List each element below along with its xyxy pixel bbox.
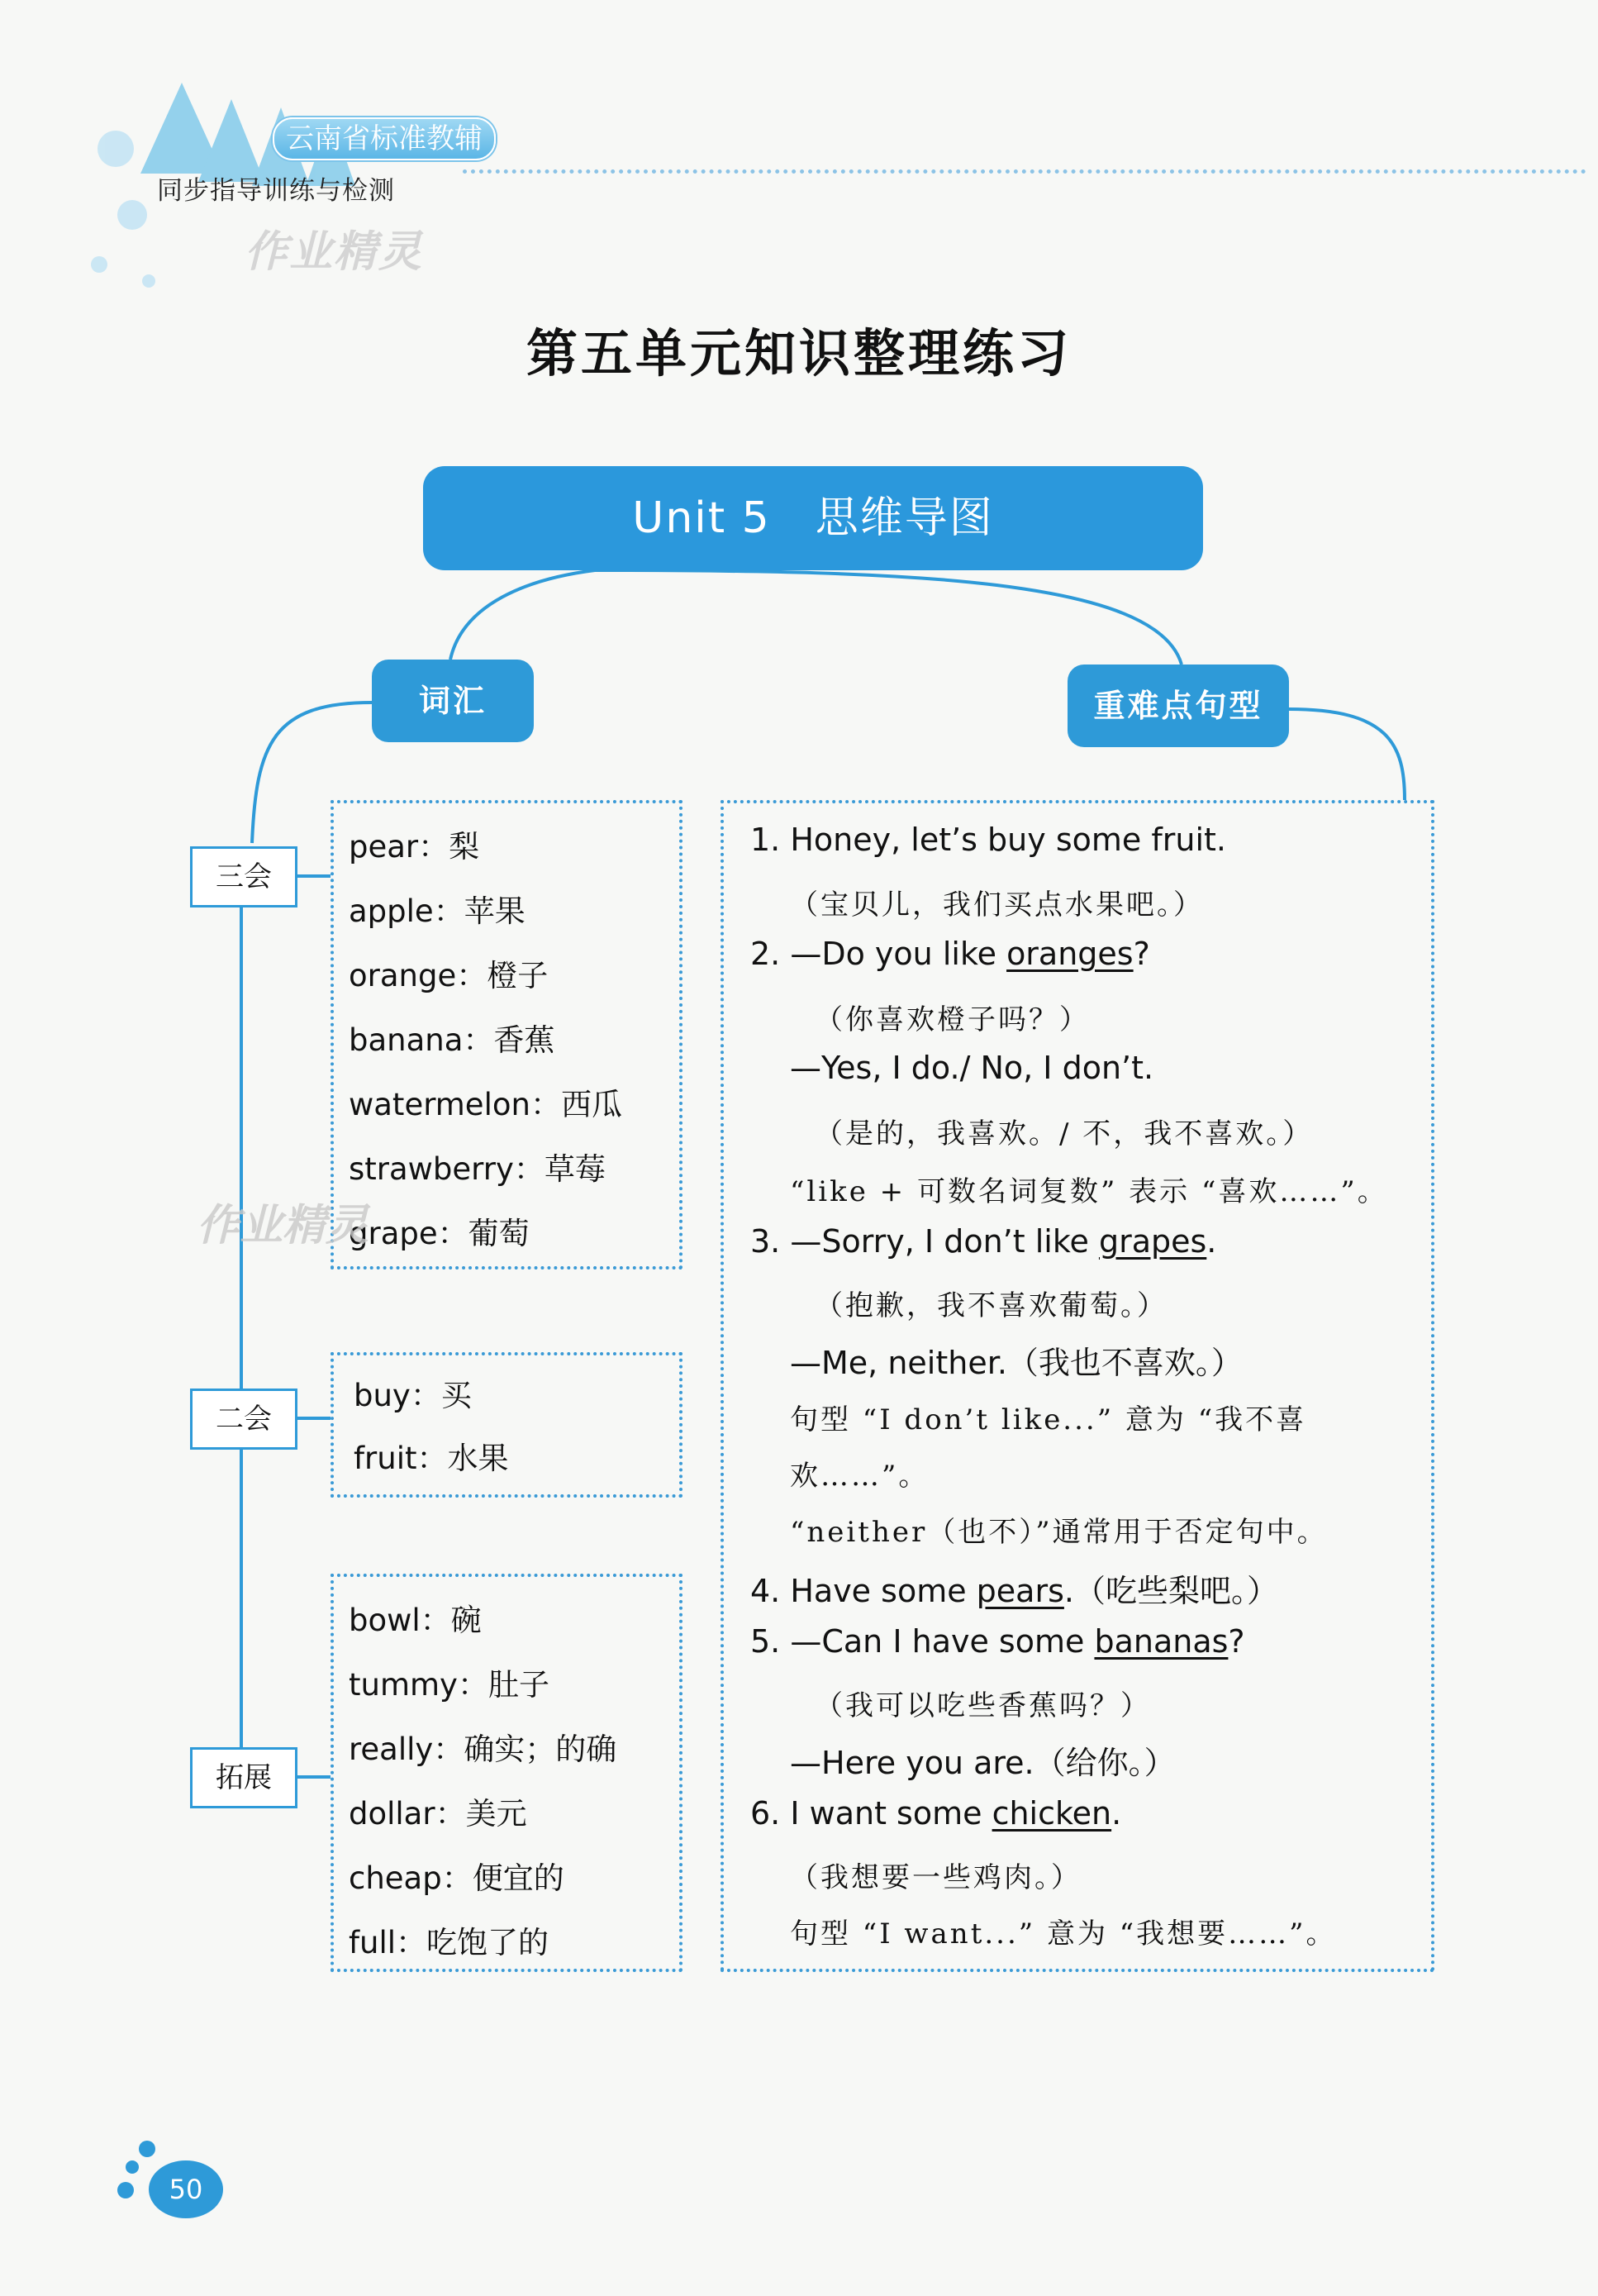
level-node-tuozhan: 拓展 xyxy=(190,1747,297,1808)
vocab-item: fruit：水果 xyxy=(354,1441,509,1476)
sentence-6: 6. I want some chicken. xyxy=(750,1795,1122,1832)
vocab-item: apple：苹果 xyxy=(349,893,526,929)
sentence-node: 重难点句型 xyxy=(1068,665,1289,747)
level-node-erhui: 二会 xyxy=(190,1389,297,1450)
series-title: 同步指导训练与检测 xyxy=(157,176,395,206)
sentence-2-answer-translation: （是的，我喜欢。/ 不，我不喜欢。） xyxy=(815,1117,1314,1150)
vocab-item: buy：买 xyxy=(354,1378,472,1413)
sentence-3-note: 句型 “I don’t like...” 意为 “我不喜 xyxy=(790,1403,1307,1436)
sentence-5-translation: （我可以吃些香蕉吗？） xyxy=(815,1689,1151,1722)
watermark: 作业精灵 xyxy=(197,1201,369,1250)
sentence-2: 2. —Do you like oranges? xyxy=(750,936,1150,972)
vocab-item: dollar：美元 xyxy=(349,1796,527,1832)
vocab-item: cheap：便宜的 xyxy=(349,1860,564,1896)
sentence-4: 4. Have some pears.（吃些梨吧。） xyxy=(750,1573,1278,1609)
sentence-6-translation: （我想要一些鸡肉。） xyxy=(790,1861,1082,1894)
vocab-item: bowl：碗 xyxy=(349,1603,482,1638)
vocab-item: really：确实；的确 xyxy=(349,1732,617,1767)
vocab-node: 词汇 xyxy=(372,660,534,742)
vocab-item: full：吃饱了的 xyxy=(349,1925,549,1960)
level-node-sanhui: 三会 xyxy=(190,846,297,907)
vocab-box-tuozhan xyxy=(331,1574,682,1972)
sentence-3-answer: —Me, neither.（我也不喜欢。） xyxy=(790,1345,1243,1381)
sentence-3-note: “neither（也不）”通常用于否定句中。 xyxy=(790,1516,1328,1549)
sentence-5-answer: —Here you are.（给你。） xyxy=(790,1745,1176,1781)
vocab-item: orange：橙子 xyxy=(349,958,549,993)
sentence-3-translation: （抱歉，我不喜欢葡萄。） xyxy=(815,1289,1168,1322)
vocab-item: pear：梨 xyxy=(349,829,480,865)
sentence-1-translation: （宝贝儿，我们买点水果吧。） xyxy=(790,888,1204,922)
sentence-1: 1. Honey, let’s buy some fruit. xyxy=(750,822,1226,858)
sentence-2-note: “like + 可数名词复数” 表示 “喜欢……”。 xyxy=(790,1175,1388,1208)
sentence-2-answer: —Yes, I do./ No, I don’t. xyxy=(790,1050,1154,1086)
page-title: 第五单元知识整理练习 xyxy=(526,323,1072,383)
sentence-6-note: 句型 “I want...” 意为 “我想要……”。 xyxy=(790,1917,1337,1951)
vocab-item: banana：香蕉 xyxy=(349,1022,555,1058)
vocab-item: tummy：肚子 xyxy=(349,1667,549,1703)
watermark: 作业精灵 xyxy=(245,227,424,277)
sentence-2-translation: （你喜欢橙子吗？） xyxy=(815,1003,1090,1036)
mindmap-root: Unit 5 思维导图 xyxy=(423,466,1203,570)
sentence-3-note: 欢……”。 xyxy=(790,1460,930,1493)
sentence-box xyxy=(721,800,1434,1972)
brand-badge: 云南省标准教辅 xyxy=(273,117,496,160)
sentence-3: 3. —Sorry, I don’t like grapes. xyxy=(750,1223,1217,1260)
sentence-5: 5. —Can I have some bananas? xyxy=(750,1623,1245,1660)
vocab-item: grape：葡萄 xyxy=(349,1216,530,1251)
vocab-item: watermelon：西瓜 xyxy=(349,1087,622,1122)
vocab-box-erhui xyxy=(331,1352,682,1498)
page-number: 50 xyxy=(149,2160,223,2218)
vocab-item: strawberry：草莓 xyxy=(349,1151,606,1187)
vocab-box-sanhui xyxy=(331,800,682,1269)
